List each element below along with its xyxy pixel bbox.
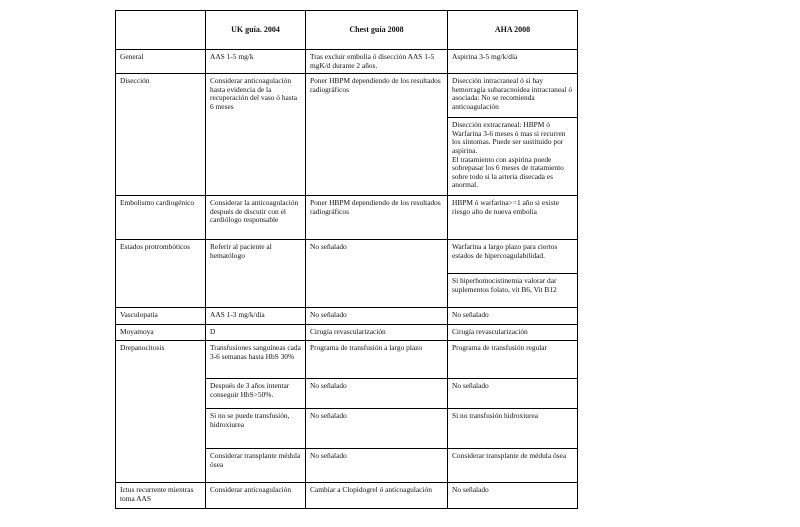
cell-uk: AAS 1-3 mg/k/día	[206, 308, 306, 325]
cell-chest: No señalado	[306, 409, 448, 449]
row-label: Estados protrombóticos	[116, 240, 206, 308]
row-label: Moyamoya	[116, 325, 206, 341]
cell-aha: Cirugía revascularización	[448, 325, 578, 341]
cell-aha: Warfarina a largo plazo para ciertos estados de hipercoagulabilidad.	[448, 240, 578, 274]
cell-uk: Considerar anticoagulación hasta evidencia de la recuperación del vaso ó hasta 6 meses	[206, 74, 306, 196]
cell-uk: Referir al paciente al hematólogo	[206, 240, 306, 308]
cell-aha: Si no transfusión hidroxiurea	[448, 409, 578, 449]
cell-uk: Transfusiones sanguíneas cada 3-6 semanas hasta HbS 30%	[206, 341, 306, 379]
row-label: Ictus recurrente mientras toma AAS	[116, 483, 206, 509]
guidelines-table	[115, 10, 578, 509]
header-uk: UK guía. 2004	[206, 11, 306, 50]
table-row	[116, 240, 578, 274]
cell-aha: No señalado	[448, 308, 578, 325]
cell-uk: Si no se puede transfusión, hidroxiurea	[206, 409, 306, 449]
cell-uk: Considerar transplante médula ósea	[206, 449, 306, 483]
header-row	[116, 11, 578, 50]
cell-chest: No señalado	[306, 240, 448, 308]
cell-aha: Si hiperhomocistinemia valorar dar suplementos folato, vit B6, Vit B12	[448, 274, 578, 308]
cell-chest: No señalado	[306, 449, 448, 483]
table-row	[116, 74, 578, 118]
row-label: Drepanocitosis	[116, 341, 206, 483]
table-row	[116, 341, 578, 379]
cell-chest: Tras excluir embolia ó disección AAS 1-5 mgK/d durante 2 años.	[306, 50, 448, 74]
row-label: General	[116, 50, 206, 74]
row-label: Vasculopatía	[116, 308, 206, 325]
cell-aha: Disección intracraneal ó si hay hemorragia subaracnoidea intracraneal ó asociada: No se recomienda anticoagulación	[448, 74, 578, 118]
cell-aha: Disección extracraneal: HBPM ó Warfarina 3-6 meses ó mas si recurren los síntomas. Puede ser sustituido por aspirina. El tratamiento con aspirina puede sobrepasar los 6 meses de tratamiento sobre todo si la arteria disecada es anormal.	[448, 118, 578, 196]
cell-uk: Considerar anticoagulación	[206, 483, 306, 509]
cell-uk: Después de 3 años intentar conseguir HbS>50%.	[206, 379, 306, 409]
guidelines-document	[115, 10, 585, 509]
cell-chest: Poner HBPM dependiendo de los resultados radiográficos	[306, 196, 448, 240]
cell-aha: Aspirina 3-5 mg/k/día	[448, 50, 578, 74]
cell-aha: Considerar transplante de médula ósea	[448, 449, 578, 483]
table-row	[116, 483, 578, 509]
header-chest: Chest guía 2008	[306, 11, 448, 50]
row-label: Disección	[116, 74, 206, 196]
cell-uk: Considerar la anticoagulación después de discutir con el cardiólogo responsable	[206, 196, 306, 240]
cell-chest: No señalado	[306, 308, 448, 325]
header-aha: AHA 2008	[448, 11, 578, 50]
cell-aha: Programa de transfusión regular	[448, 341, 578, 379]
cell-aha: HBPM ó warfarina>=1 año si existe riesgo alto de nueva embolia	[448, 196, 578, 240]
cell-chest: Cambiar a Clopidogrel ó anticoagulación	[306, 483, 448, 509]
row-label: Embolismo cardiogénico	[116, 196, 206, 240]
cell-uk: AAS 1-5 mg/k	[206, 50, 306, 74]
cell-chest: Programa de transfusión a largo plazo	[306, 341, 448, 379]
table-row	[116, 325, 578, 341]
cell-chest: No señalado	[306, 379, 448, 409]
cell-chest: Cirugía revascularización	[306, 325, 448, 341]
table-row	[116, 196, 578, 240]
table-row	[116, 50, 578, 74]
cell-chest: Poner HBPM dependiendo de los resultados radiográficos	[306, 74, 448, 196]
table-row	[116, 308, 578, 325]
header-empty	[116, 11, 206, 50]
cell-aha: No señalado	[448, 483, 578, 509]
cell-uk: D	[206, 325, 306, 341]
cell-aha: No señalado	[448, 379, 578, 409]
